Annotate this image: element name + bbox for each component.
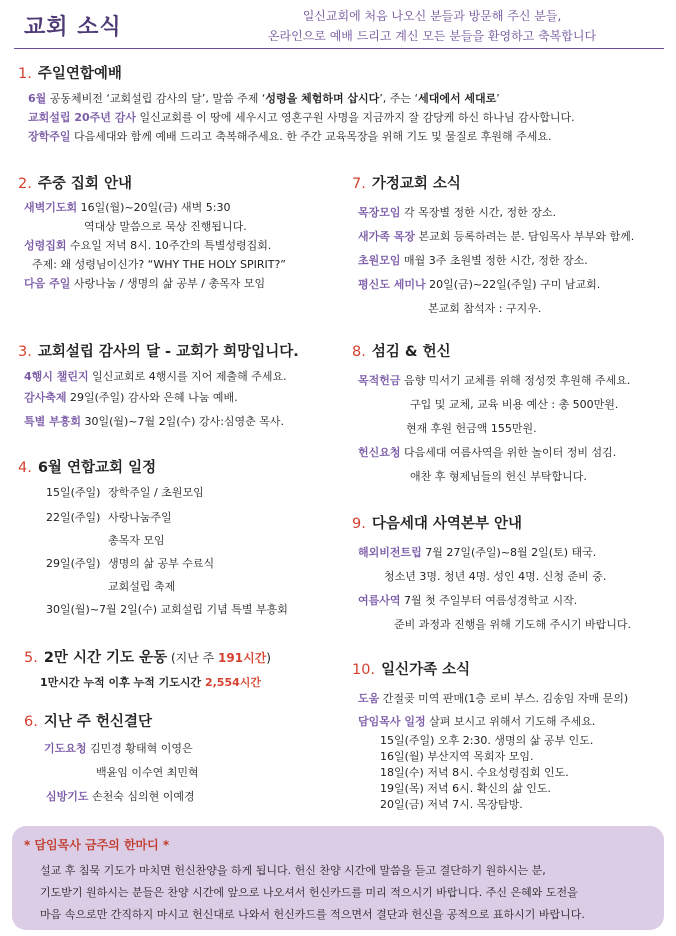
date: 22일(주일) bbox=[46, 511, 101, 524]
section-1-title bbox=[18, 62, 668, 83]
text: 수요일 저녁 8시. 10주간의 특별성령집회. bbox=[66, 239, 272, 252]
total-hours: 2,554시간 bbox=[204, 676, 261, 689]
section-number: 9. bbox=[352, 516, 366, 532]
message-line-2: 기도받기 원하시는 분들은 찬양 시간에 앞으로 나오셔서 헌신카드를 미리 적으시기 바랍니다. 주신 은혜와 도전을 bbox=[40, 886, 578, 899]
text: 16일(월)~20일(금) 새벽 5:30 bbox=[77, 201, 231, 214]
text: ’, 주는 ‘ bbox=[379, 92, 419, 105]
section-number: 10. bbox=[352, 662, 376, 678]
text-bold: 성령을 체험하며 삽시다 bbox=[265, 92, 380, 105]
keyword: 도움 bbox=[358, 692, 380, 705]
section-6 bbox=[24, 710, 344, 809]
s6-line-1 bbox=[44, 737, 344, 761]
pastor-message-title: * 담임목사 금주의 한마디 * bbox=[24, 838, 170, 852]
s1-line-2 bbox=[28, 108, 668, 127]
text: 일신교회로 4행시를 지어 제출해 주세요. bbox=[88, 370, 287, 383]
keyword: 해외비전트립 bbox=[358, 546, 422, 559]
keyword: 헌신요청 bbox=[358, 446, 401, 459]
schedule-row bbox=[46, 531, 338, 550]
section-10 bbox=[352, 658, 672, 813]
section-4-title bbox=[18, 456, 338, 477]
s8-line-3: 현재 후원 헌금액 155만원. bbox=[406, 422, 537, 435]
text: 다음세대와 함께 예배 드리고 축복해주세요. 한 주간 교육목장을 위해 기도 및 물질로 후원해 주세요. bbox=[70, 130, 552, 143]
date bbox=[46, 577, 108, 596]
keyword: 새가족 목장 bbox=[358, 230, 415, 243]
event: 총목자 모임 bbox=[108, 534, 165, 547]
s6-line-3 bbox=[44, 785, 344, 809]
subtitle-line-2: 온라인으로 예배 드리고 계신 모든 분들을 환영하고 축복합니다 bbox=[267, 29, 597, 43]
section-title-text: 주일연합예배 bbox=[37, 66, 122, 82]
text: 30일(월)~7월 2일(수) 강사:심영춘 목사. bbox=[80, 415, 285, 428]
text: 본교회 등록하려는 분. 담임목사 부부와 함께. bbox=[414, 230, 635, 243]
s9-line-1 bbox=[358, 541, 672, 565]
event: 장학주일 / 초원모임 bbox=[108, 486, 204, 499]
section-title-text: 2만 시간 기도 운동 bbox=[43, 650, 168, 666]
section-number: 3. bbox=[18, 344, 32, 360]
pastor-message-body bbox=[40, 860, 656, 926]
text: 음향 믹서기 교체를 위해 정성껏 후원해 주세요. bbox=[400, 374, 631, 387]
text: 일신교회를 이 땅에 세우시고 영혼구원 사명을 지금까지 잘 감당케 하신 하나님 감사합니다. bbox=[135, 111, 575, 124]
s2-line-2: 역대상 말씀으로 묵상 진행됩니다. bbox=[84, 220, 247, 233]
section-9-title bbox=[352, 512, 672, 533]
section-6-title bbox=[24, 710, 344, 731]
s6-line-2: 백윤임 이수연 최민혁 bbox=[96, 766, 199, 779]
s8-line-1 bbox=[358, 369, 672, 393]
section-7 bbox=[352, 172, 672, 321]
keyword: 장학주일 bbox=[28, 130, 71, 143]
section-title-text: 6월 연합교회 일정 bbox=[37, 460, 157, 476]
section-5-title bbox=[24, 646, 344, 667]
keyword: 목적헌금 bbox=[358, 374, 401, 387]
header-subtitle bbox=[202, 6, 662, 46]
s9-line-4: 준비 과정과 진행을 위해 기도해 주시기 바랍니다. bbox=[394, 618, 631, 631]
event: 생명의 삶 공부 수료식 bbox=[108, 557, 215, 570]
keyword: 교회설립 20주년 감사 bbox=[28, 111, 136, 124]
section-5 bbox=[24, 646, 344, 692]
section-number: 2. bbox=[18, 176, 32, 192]
pastor-schedule-item: 15일(주일) 오후 2:30. 생명의 삶 공부 인도. bbox=[380, 734, 594, 747]
section-2-title bbox=[18, 172, 338, 193]
text: 김민경 황태혁 이영은 bbox=[86, 742, 193, 755]
text: 매월 3주 초원별 정한 시간, 정한 장소. bbox=[400, 254, 588, 267]
text: 20일(금)~22일(주일) 구미 남교회. bbox=[425, 278, 601, 291]
schedule-row bbox=[46, 554, 338, 573]
s7-line-2 bbox=[358, 225, 672, 249]
s7-line-5: 본교회 참석자 : 구지우. bbox=[428, 302, 542, 315]
s8-line-4 bbox=[358, 441, 672, 465]
page-title: 교회 소식 bbox=[24, 15, 122, 40]
keyword: 6월 bbox=[28, 92, 47, 105]
section-number: 4. bbox=[18, 460, 32, 476]
keyword: 초원모임 bbox=[358, 254, 401, 267]
text: 1만시간 누적 이후 누적 기도시간 bbox=[40, 676, 205, 689]
keyword: 여름사역 bbox=[358, 594, 401, 607]
keyword: 특별 부흥회 bbox=[24, 415, 81, 428]
s9-line-3 bbox=[358, 589, 672, 613]
keyword: 감사축제 bbox=[24, 391, 67, 404]
section-number: 5. bbox=[24, 650, 38, 666]
s2-line-5 bbox=[24, 274, 338, 293]
s9-line-2: 청소년 3명. 청년 4명. 성인 4명. 신청 준비 중. bbox=[384, 570, 607, 583]
text: 사랑나눔 / 생명의 삶 공부 / 총목자 모임 bbox=[70, 277, 266, 290]
date: 15일(주일) bbox=[46, 486, 101, 499]
date bbox=[46, 531, 108, 550]
text: 각 목장별 정한 시간, 정한 장소. bbox=[400, 206, 556, 219]
text: 7월 첫 주일부터 여름성경학교 시작. bbox=[400, 594, 578, 607]
keyword: 성령집회 bbox=[24, 239, 67, 252]
s2-line-4: 주제: 왜 성령님이신가? “WHY THE HOLY SPIRIT?” bbox=[32, 258, 286, 271]
text: 29일(주일) 감사와 은혜 나눔 예배. bbox=[66, 391, 238, 404]
section-8 bbox=[352, 340, 672, 489]
keyword: 심방기도 bbox=[46, 790, 89, 803]
text: 다음세대 여름사역을 위한 놀이터 정비 섬김. bbox=[400, 446, 617, 459]
s2-line-1 bbox=[24, 198, 338, 217]
header-divider bbox=[14, 48, 664, 49]
section-title-text: 지난 주 헌신결단 bbox=[43, 714, 152, 730]
s5-line-1 bbox=[24, 673, 344, 692]
section-10-title bbox=[352, 658, 672, 679]
message-line-3: 마음 속으로만 간직하지 마시고 헌신대로 나와서 헌신카드를 적으면서 결단과 헌신을 공적으로 표하시기 바랍니다. bbox=[40, 908, 585, 921]
s8-line-5: 애찬 후 형제님들의 헌신 부탁합니다. bbox=[410, 470, 587, 483]
section-title-text: 가정교회 소식 bbox=[371, 176, 461, 192]
keyword: 새벽기도회 bbox=[24, 201, 78, 214]
text: 7월 27일(주일)~8월 2일(토) 태국. bbox=[421, 546, 597, 559]
s8-line-2: 구입 및 교체, 교육 비용 예산 : 총 500만원. bbox=[410, 398, 619, 411]
schedule-row bbox=[46, 483, 338, 502]
text-bold: 세대에서 세대로 bbox=[418, 92, 497, 105]
text: ) bbox=[266, 651, 271, 665]
message-line-1: 설교 후 침묵 기도가 마치면 헌신찬양을 하게 됩니다. 헌신 찬양 시간에 말씀을 듣고 결단하기 원하시는 분, bbox=[40, 864, 546, 877]
s7-line-3 bbox=[358, 249, 672, 273]
text: ’ bbox=[496, 92, 500, 105]
section-title-text: 섬김 & 헌신 bbox=[371, 344, 451, 360]
section-title-text: 교회설립 감사의 달 - 교회가 희망입니다. bbox=[37, 344, 299, 360]
pastor-schedule-item: 20일(금) 저녁 7시. 목장탐방. bbox=[380, 798, 523, 811]
section-number: 8. bbox=[352, 344, 366, 360]
event: 사랑나눔주일 bbox=[108, 511, 172, 524]
date: 29일(주일) bbox=[46, 557, 101, 570]
pastor-schedule-item: 19일(목) 저녁 6시. 확신의 삶 인도. bbox=[380, 782, 551, 795]
hours-last-week: 191시간 bbox=[218, 651, 267, 665]
schedule-row bbox=[46, 508, 338, 527]
s7-line-4 bbox=[358, 273, 672, 297]
text: 공동체비전 ‘교회설립 감사의 달’, 말씀 주제 ‘ bbox=[46, 92, 266, 105]
s10-line-1 bbox=[358, 687, 672, 711]
s3-line-3 bbox=[24, 410, 338, 434]
section-number: 6. bbox=[24, 714, 38, 730]
pastor-message-box bbox=[12, 826, 664, 930]
schedule-row bbox=[46, 577, 338, 596]
section-8-title bbox=[352, 340, 672, 361]
s1-line-1 bbox=[28, 89, 668, 108]
text: (지난 주 bbox=[167, 651, 219, 665]
section-number: 7. bbox=[352, 176, 366, 192]
subtitle-line-1: 일신교회에 처음 나오신 분들과 방문해 주신 분들, bbox=[302, 9, 562, 23]
section-title-text: 다음세대 사역본부 안내 bbox=[371, 516, 523, 532]
s2-line-3 bbox=[24, 236, 338, 255]
section-number: 1. bbox=[18, 66, 32, 82]
schedule-row-last: 30일(월)~7월 2일(수) 교회설립 기념 특별 부흥회 bbox=[46, 603, 288, 616]
section-3 bbox=[18, 340, 338, 434]
s1-line-3 bbox=[28, 127, 668, 146]
s10-line-2 bbox=[358, 711, 672, 733]
section-7-title bbox=[352, 172, 672, 193]
s3-line-1 bbox=[24, 367, 338, 386]
s3-line-2 bbox=[24, 386, 338, 410]
keyword: 목장모임 bbox=[358, 206, 401, 219]
s7-line-1 bbox=[358, 201, 672, 225]
keyword: 기도요청 bbox=[44, 742, 87, 755]
pastor-schedule-item: 16일(월) 부산지역 목회자 모임. bbox=[380, 750, 534, 763]
text: 살펴 보시고 위해서 기도해 주세요. bbox=[425, 715, 596, 728]
event: 교회설립 축제 bbox=[108, 580, 176, 593]
text: 손천숙 심의현 이예경 bbox=[88, 790, 195, 803]
section-4 bbox=[18, 456, 338, 619]
section-title-text: 주중 집회 안내 bbox=[37, 176, 132, 192]
section-2 bbox=[18, 172, 338, 293]
keyword: 4행시 챌린지 bbox=[24, 370, 89, 383]
section-9 bbox=[352, 512, 672, 637]
keyword: 평신도 세미나 bbox=[358, 278, 426, 291]
section-1 bbox=[18, 62, 668, 146]
pastor-schedule-item: 18일(수) 저녁 8시. 수요성령집회 인도. bbox=[380, 766, 569, 779]
keyword: 다음 주일 bbox=[24, 277, 71, 290]
section-title-text: 일신가족 소식 bbox=[381, 662, 471, 678]
section-3-title bbox=[18, 340, 338, 361]
text: 간절곶 미역 판매(1층 로비 부스. 김송임 자매 문의) bbox=[379, 692, 629, 705]
keyword: 담임목사 일정 bbox=[358, 715, 426, 728]
